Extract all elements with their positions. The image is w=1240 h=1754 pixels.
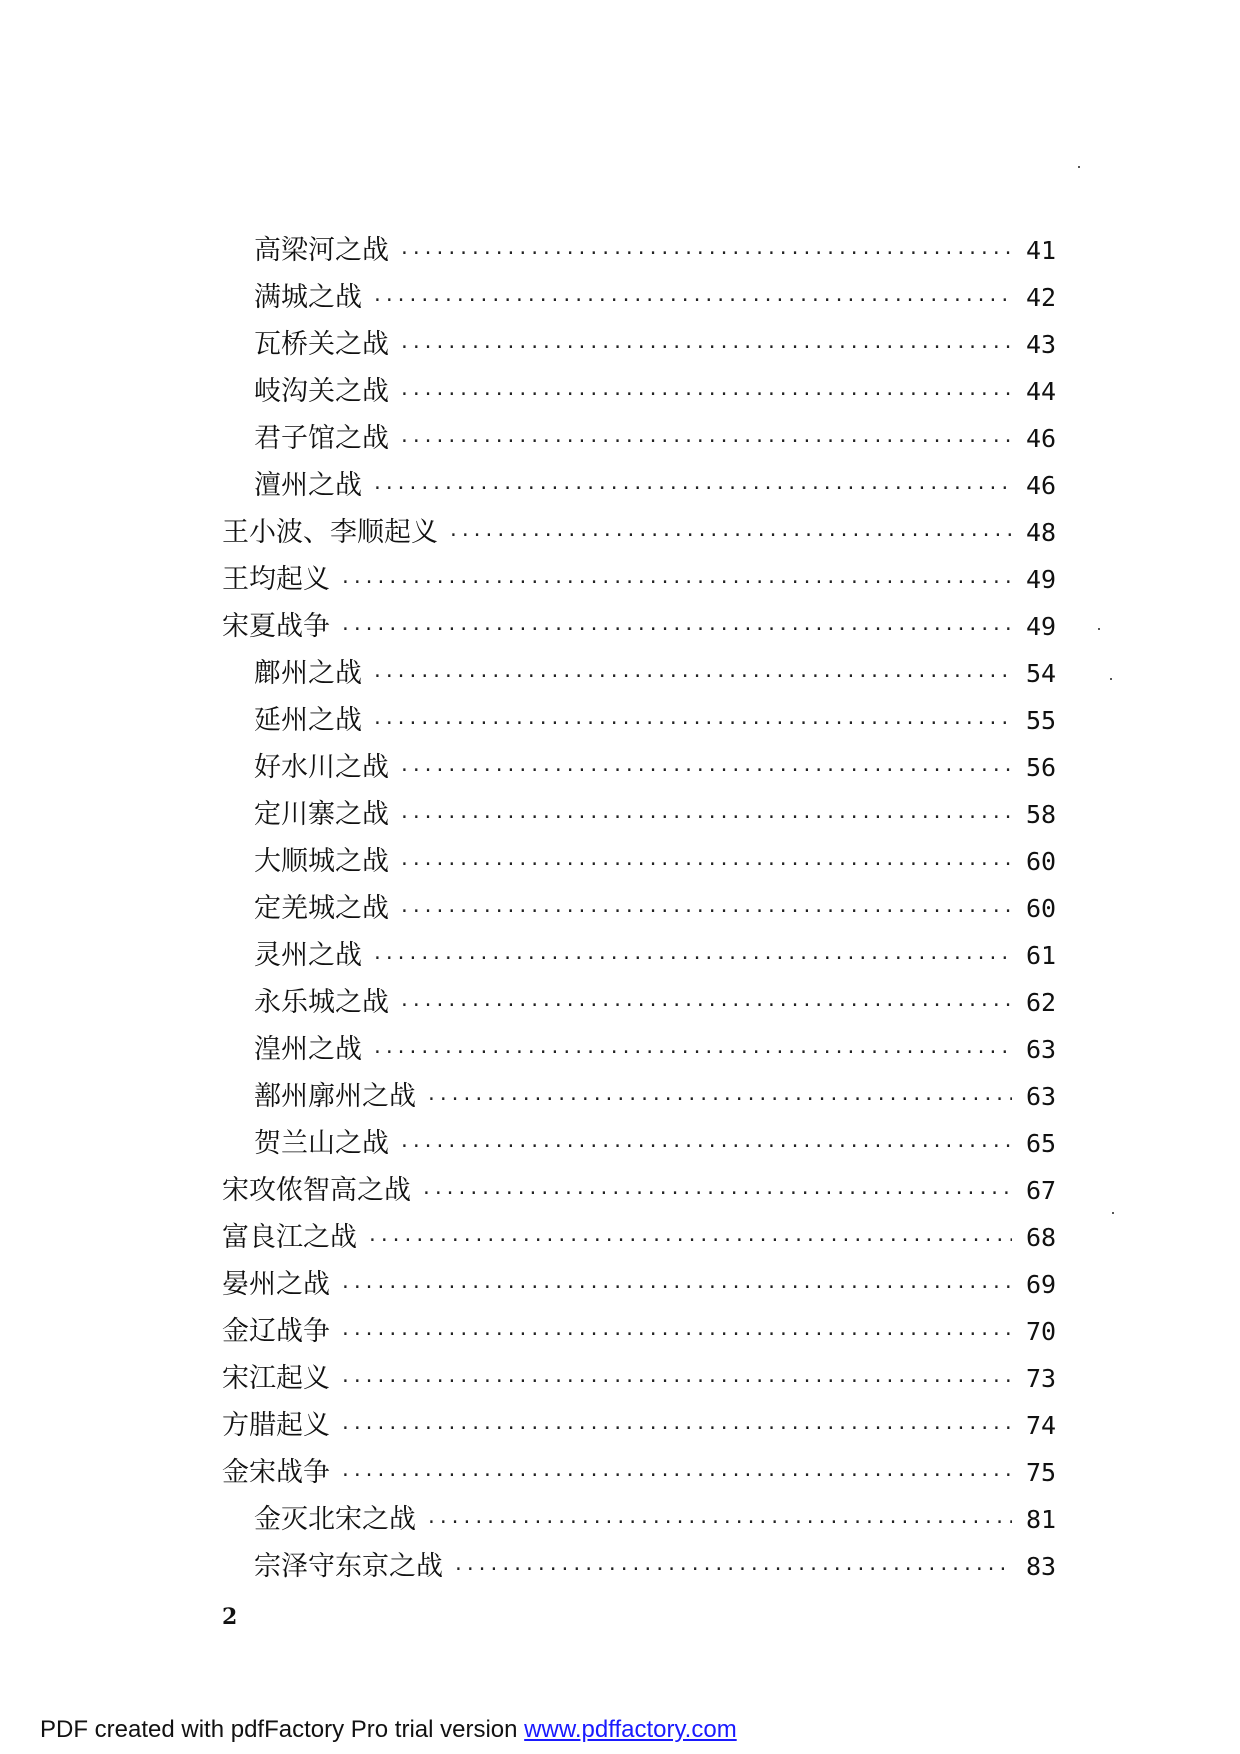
toc-dot-leader — [340, 559, 1012, 606]
toc-dot-leader — [399, 230, 1012, 277]
toc-entry — [222, 650, 1072, 697]
toc-dot-leader — [399, 794, 1012, 841]
toc-entry-page: 70 — [1026, 1317, 1057, 1346]
toc-dot-leader — [399, 747, 1012, 794]
toc-entry-page: 58 — [1026, 800, 1057, 829]
toc-entry-page: 49 — [1026, 565, 1057, 594]
toc-entry-title: 金辽战争 — [222, 1316, 330, 1347]
toc-dot-leader — [399, 418, 1012, 465]
page-number: 2 — [222, 1604, 238, 1630]
toc-dot-leader — [340, 1452, 1012, 1499]
toc-entry-page: 65 — [1026, 1129, 1057, 1158]
toc-entry-title: 澶州之战 — [254, 470, 362, 501]
toc-entry-title: 宋江起义 — [222, 1363, 330, 1394]
toc-entry — [222, 744, 1072, 791]
toc-entry — [222, 697, 1072, 744]
toc-entry-page: 56 — [1026, 753, 1057, 782]
toc-entry-title: 金宋战争 — [222, 1457, 330, 1488]
toc-entry-title: 晏州之战 — [222, 1269, 330, 1300]
toc-entry — [222, 1496, 1072, 1543]
toc-entry-title: 鄯州廓州之战 — [254, 1081, 416, 1112]
toc-dot-leader — [340, 1311, 1012, 1358]
toc-entry-page: 62 — [1026, 988, 1057, 1017]
toc-dot-leader — [399, 982, 1012, 1029]
toc-entry — [222, 415, 1072, 462]
toc-dot-leader — [372, 700, 1012, 747]
toc-entry-page: 42 — [1026, 283, 1057, 312]
toc-entry — [222, 1261, 1072, 1308]
toc-entry-page: 67 — [1026, 1176, 1057, 1205]
toc-dot-leader — [340, 606, 1012, 653]
toc-entry-page: 60 — [1026, 894, 1057, 923]
toc-entry-title: 君子馆之战 — [254, 423, 389, 454]
toc-entry-title: 方腊起义 — [222, 1410, 330, 1441]
toc-entry-page: 49 — [1026, 612, 1057, 641]
toc-entry-page: 63 — [1026, 1035, 1057, 1064]
scan-speck — [1112, 1212, 1114, 1214]
toc-entry-page: 75 — [1026, 1458, 1057, 1487]
toc-entry-page: 61 — [1026, 941, 1057, 970]
toc-entry — [222, 885, 1072, 932]
toc-entry-title: 金灭北宋之战 — [254, 1504, 416, 1535]
toc-entry — [222, 1308, 1072, 1355]
footer-link[interactable]: www.pdffactory.com — [524, 1716, 737, 1743]
toc-dot-leader — [372, 465, 1012, 512]
toc-dot-leader — [399, 371, 1012, 418]
scan-speck — [1098, 628, 1100, 630]
toc-entry-title: 瓦桥关之战 — [254, 329, 389, 360]
toc-dot-leader — [399, 324, 1012, 371]
toc-entry-page: 83 — [1026, 1552, 1057, 1581]
pdf-footer — [40, 1716, 737, 1744]
toc-entry — [222, 1073, 1072, 1120]
table-of-contents — [222, 227, 1072, 1590]
toc-entry-page: 46 — [1026, 424, 1057, 453]
toc-entry-page: 81 — [1026, 1505, 1057, 1534]
toc-entry-page: 63 — [1026, 1082, 1057, 1111]
toc-entry-title: 大顺城之战 — [254, 846, 389, 877]
toc-entry-page: 44 — [1026, 377, 1057, 406]
toc-entry-page: 41 — [1026, 236, 1057, 265]
toc-entry — [222, 1402, 1072, 1449]
toc-dot-leader — [421, 1170, 1012, 1217]
toc-entry-title: 宗泽守东京之战 — [254, 1551, 443, 1582]
toc-dot-leader — [426, 1499, 1012, 1546]
toc-entry-title: 定川寨之战 — [254, 799, 389, 830]
toc-dot-leader — [340, 1405, 1012, 1452]
toc-entry — [222, 321, 1072, 368]
toc-entry-page: 48 — [1026, 518, 1057, 547]
toc-entry — [222, 1120, 1072, 1167]
toc-entry — [222, 1167, 1072, 1214]
toc-dot-leader — [367, 1217, 1012, 1264]
toc-entry-page: 74 — [1026, 1411, 1057, 1440]
toc-entry-page: 54 — [1026, 659, 1057, 688]
toc-dot-leader — [399, 1123, 1012, 1170]
toc-entry — [222, 603, 1072, 650]
toc-dot-leader — [372, 935, 1012, 982]
toc-entry-title: 富良江之战 — [222, 1222, 357, 1253]
toc-dot-leader — [372, 277, 1012, 324]
scan-speck — [1110, 678, 1112, 680]
toc-entry — [222, 462, 1072, 509]
toc-entry — [222, 979, 1072, 1026]
toc-entry-page: 46 — [1026, 471, 1057, 500]
toc-dot-leader — [399, 841, 1012, 888]
toc-entry-page: 43 — [1026, 330, 1057, 359]
toc-entry-page: 60 — [1026, 847, 1057, 876]
toc-entry — [222, 368, 1072, 415]
toc-dot-leader — [340, 1264, 1012, 1311]
toc-dot-leader — [399, 888, 1012, 935]
footer-text: PDF created with pdfFactory Pro trial version — [40, 1716, 525, 1743]
toc-entry-title: 王小波、李顺起义 — [222, 517, 438, 548]
toc-dot-leader — [426, 1076, 1012, 1123]
toc-entry-title: 灵州之战 — [254, 940, 362, 971]
toc-entry-title: 贺兰山之战 — [254, 1128, 389, 1159]
toc-entry — [222, 1355, 1072, 1402]
toc-entry-title: 宋夏战争 — [222, 611, 330, 642]
toc-entry-title: 永乐城之战 — [254, 987, 389, 1018]
toc-entry — [222, 556, 1072, 603]
toc-entry — [222, 274, 1072, 321]
toc-entry-title: 延州之战 — [254, 705, 362, 736]
toc-entry-page: 73 — [1026, 1364, 1057, 1393]
toc-dot-leader — [340, 1358, 1012, 1405]
toc-dot-leader — [453, 1546, 1012, 1593]
toc-entry-title: 宋攻侬智高之战 — [222, 1175, 411, 1206]
toc-entry — [222, 1449, 1072, 1496]
toc-entry-title: 好水川之战 — [254, 752, 389, 783]
toc-entry — [222, 791, 1072, 838]
toc-dot-leader — [372, 653, 1012, 700]
toc-entry-page: 69 — [1026, 1270, 1057, 1299]
toc-entry-title: 岐沟关之战 — [254, 376, 389, 407]
toc-entry-title: 满城之战 — [254, 282, 362, 313]
toc-entry-page: 55 — [1026, 706, 1057, 735]
toc-dot-leader — [448, 512, 1012, 559]
toc-entry-title: 高梁河之战 — [254, 235, 389, 266]
toc-entry — [222, 1543, 1072, 1590]
toc-dot-leader — [372, 1029, 1012, 1076]
toc-entry-page: 68 — [1026, 1223, 1057, 1252]
toc-entry-title: 湟州之战 — [254, 1034, 362, 1065]
toc-entry — [222, 227, 1072, 274]
toc-entry — [222, 509, 1072, 556]
toc-entry-title: 王均起义 — [222, 564, 330, 595]
toc-entry-title: 鄜州之战 — [254, 658, 362, 689]
toc-entry — [222, 1214, 1072, 1261]
scan-speck — [1078, 166, 1080, 168]
toc-entry — [222, 932, 1072, 979]
toc-entry-title: 定羌城之战 — [254, 893, 389, 924]
toc-entry — [222, 1026, 1072, 1073]
toc-entry — [222, 838, 1072, 885]
